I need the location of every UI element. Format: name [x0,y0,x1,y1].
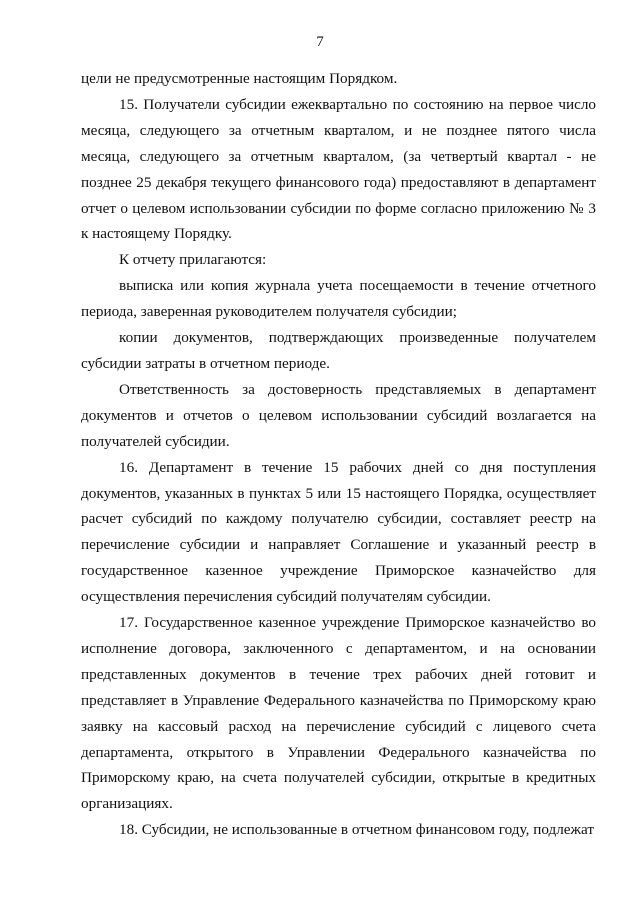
page-number: 7 [316,34,324,50]
paragraph-clause-16: 16. Департамент в течение 15 рабочих дней со дня поступления документов, указанных в пунктах 5 или 15 настоящего Порядка, осуществляет расчет субсидий по каждому получателю субсидии, составляет реестр на перечисление субсидии и направляет Соглашение и указанный реестр в государственное казенное учреждение Приморское казначейство для осуществления перечисления субсидий получателям субсидии. [81,458,596,606]
paragraph-clause-17: 17. Государственное казенное учреждение Приморское казначейство во исполнение договора, заключенного с департаментом, и на основании представленных документов в течение трех рабочих дней готовит и представляет в Управление Федерального казначейства по Приморскому краю заявку на кассовый расход на перечисление субсидий с лицевого счета департамента, открытого в Управлении Федерального казначейства по Приморскому краю, на счета получателей субсидии, открытые в кредитных организациях. [81,614,596,813]
paragraph-attachments-intro: К отчету прилагаются: [119,251,267,269]
paragraph-attendance-log: выписка или копия журнала учета посещаемости в течение отчетного периода, заверенная руководителем получателя субсидии; [81,277,596,321]
paragraph-clause-15: 15. Получатели субсидии ежеквартально по состоянию на первое число месяца, следующего за отчетным кварталом, и не позднее пятого числа месяца, следующего за отчетным кварталом, (за четвертый квартал - не позднее 25 декабря текущего финансового года) предоставляют в департамент отчет о целевом использовании субсидии по форме согласно приложению № 3 к настоящему Порядку. [81,95,596,243]
document-body [81,66,596,843]
paragraph-responsibility: Ответственность за достоверность представляемых в департамент документов и отчетов о целевом использовании субсидий возлагается на получателей субсидии. [81,380,596,450]
paragraph-clause-18: 18. Субсидии, не использованные в отчетном финансовом году, подлежат [119,821,595,839]
paragraph-continuation: цели не предусмотренные настоящим Порядком. [81,70,398,87]
paragraph-expense-documents: копии документов, подтверждающих произведенные получателем субсидии затраты в отчетном периоде. [81,329,596,372]
